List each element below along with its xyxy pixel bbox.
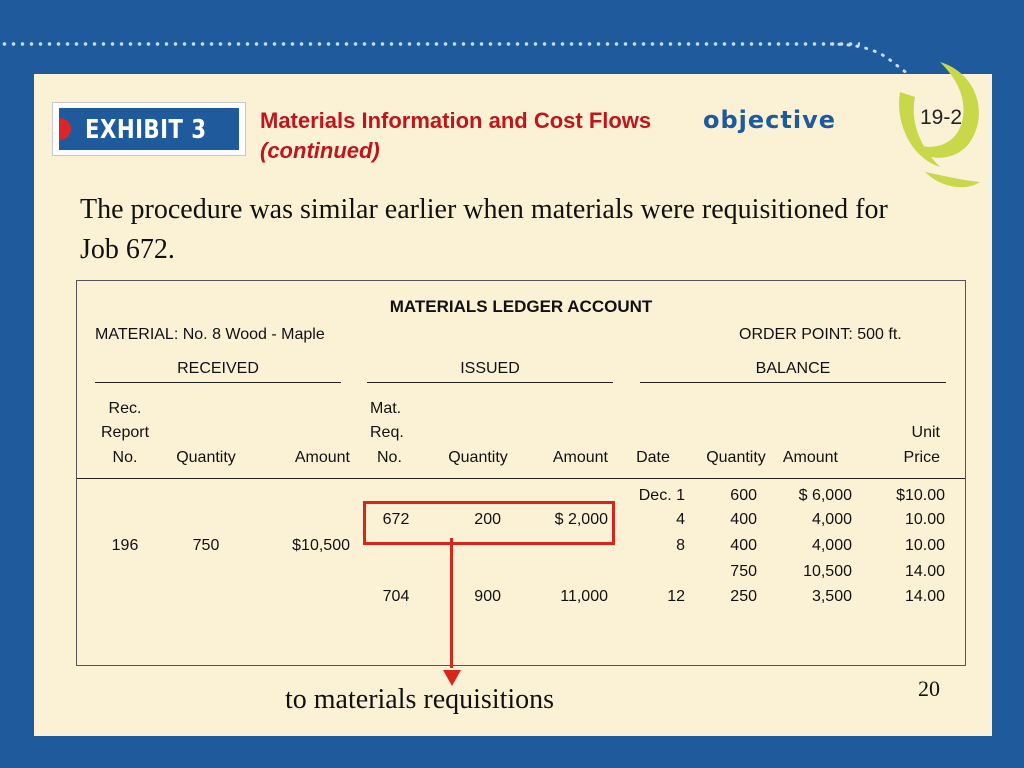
header-rec-amount: Amount — [294, 449, 350, 466]
title-main: Materials Information and Cost Flows — [260, 108, 652, 133]
header-unit-2: Price — [903, 449, 940, 466]
header-req-3: No. — [377, 449, 402, 466]
header-rec-quantity: Quantity — [176, 449, 236, 466]
balance-rule — [640, 382, 946, 383]
ledger-order-point: ORDER POINT: 500 ft. — [739, 326, 902, 343]
arrow-line — [450, 538, 453, 668]
group-balance: BALANCE — [755, 360, 831, 377]
cell-iss-qty: 900 — [474, 588, 501, 605]
cell-bal-qty: 750 — [730, 563, 757, 580]
cell-bal-amt: 4,000 — [811, 511, 852, 528]
cell-date: 8 — [676, 537, 685, 554]
cell-iss-qty: 200 — [474, 511, 501, 528]
red-dot-icon — [59, 118, 71, 140]
header-rec-1: Rec. — [108, 400, 142, 417]
cell-unit-price: 14.00 — [904, 563, 945, 580]
header-bal-quantity: Quantity — [706, 449, 766, 466]
header-rec-3: No. — [112, 449, 138, 466]
cell-rec-no: 196 — [111, 537, 139, 554]
cell-iss-amt: 11,000 — [560, 588, 608, 605]
dotted-line-decoration — [0, 40, 860, 48]
title-continued: (continued) — [260, 138, 380, 163]
cell-unit-price: 10.00 — [904, 537, 945, 554]
header-iss-amount: Amount — [552, 449, 608, 466]
header-iss-quantity: Quantity — [448, 449, 508, 466]
page-number: 20 — [918, 676, 940, 701]
cell-date: 12 — [667, 588, 685, 605]
cell-bal-qty: 600 — [730, 487, 757, 504]
header-divider — [77, 478, 965, 479]
exhibit-badge — [52, 102, 246, 156]
cell-bal-amt: $ 6,000 — [798, 487, 852, 504]
materials-ledger-table — [76, 280, 966, 666]
cell-iss-amt: $ 2,000 — [554, 511, 608, 528]
issued-rule — [367, 382, 613, 383]
header-rec-2: Report — [100, 424, 150, 441]
group-received: RECEIVED — [177, 360, 259, 377]
group-issued: ISSUED — [460, 360, 520, 377]
header-req-1: Mat. — [370, 400, 402, 417]
cell-bal-amt: 4,000 — [811, 537, 852, 554]
header-req-2: Req. — [370, 424, 404, 441]
header-bal-amount: Amount — [782, 449, 838, 466]
cell-bal-qty: 250 — [730, 588, 757, 605]
objective-number: 19-2 — [920, 106, 963, 129]
cell-bal-amt: 10,500 — [803, 563, 852, 580]
cell-date: 4 — [676, 511, 685, 528]
cell-rec-qty: 750 — [192, 537, 220, 554]
cell-date: Dec. 1 — [638, 487, 685, 504]
cell-bal-qty: 400 — [730, 537, 757, 554]
header-date: Date — [636, 449, 670, 466]
exhibit-label: EXHIBIT 3 — [85, 115, 207, 145]
caption-text: to materials requisitions — [285, 684, 555, 715]
cell-bal-amt: 3,500 — [811, 588, 852, 605]
slide-title — [260, 106, 700, 166]
objective-label: objective — [703, 106, 837, 134]
cell-unit-price: 10.00 — [904, 511, 945, 528]
cell-unit-price: $10.00 — [896, 487, 945, 504]
cell-req-no: 672 — [382, 511, 410, 528]
cell-unit-price: 14.00 — [904, 588, 945, 605]
cell-bal-qty: 400 — [730, 511, 757, 528]
ledger-title: MATERIALS LEDGER ACCOUNT — [389, 297, 653, 316]
highlight-box-job-672 — [363, 501, 615, 545]
header-unit-1: Unit — [911, 424, 940, 441]
cell-req-no: 704 — [382, 588, 410, 605]
cell-rec-amt: $10,500 — [292, 537, 350, 554]
ledger-material: MATERIAL: No. 8 Wood - Maple — [95, 326, 325, 343]
intro-text: The procedure was similar earlier when materials were requisitioned for Job 672. — [80, 194, 888, 265]
received-rule — [95, 382, 341, 383]
